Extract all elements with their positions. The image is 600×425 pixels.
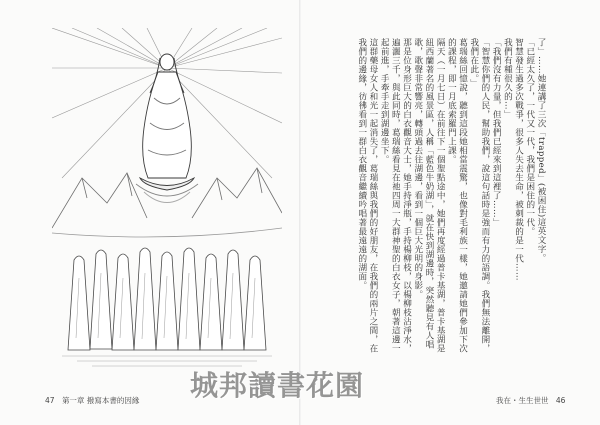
paragraph: 這群藥母女人和光一起消失了，葛瑞絲與我們的好朋友，在我們的兩片之間，在我們的邊緣，彷彿看到一群白衣觀音繼續吟唱著最遠遠的湖面。 bbox=[356, 38, 378, 353]
page-number-right: 46 bbox=[555, 396, 566, 405]
chapter-title: 撥寫本書的因緣 bbox=[86, 396, 140, 405]
book-title: 我在・生生世世 bbox=[496, 396, 549, 405]
right-page-footer bbox=[496, 395, 570, 406]
group-of-figures bbox=[68, 248, 266, 350]
paragraph: 了」……她連講了三次「trapped」(被困住)這英文字。 bbox=[536, 38, 546, 263]
page-number-left: 47 bbox=[45, 396, 55, 405]
watermark: 城邦讀書花園 bbox=[190, 369, 365, 402]
paragraph: 「我們沒有力量，但我們已經來到這裡了……」 bbox=[491, 38, 502, 227]
paragraph: 隔天（一月七日）在前往下一個聖點途中，她們再度經過普卡基湖，普卡基湖是紐西蘭著名的風景區，人稱「藍色牛奶湖」，就在快到湖邊時，突然聽見有人唱歌，歌聲非常響亮，轉頭過去往湖邊，看到一個巨大光明的身影。 bbox=[412, 38, 446, 353]
left-page-footer bbox=[40, 395, 139, 406]
body-text bbox=[318, 38, 546, 356]
paragraph: 「已經太久了，一代又一代，我們是困住的一代。 bbox=[524, 38, 535, 236]
kuan-yin-figure bbox=[136, 54, 198, 203]
paragraph: 我們有種很久的…」 bbox=[502, 38, 513, 119]
paragraph: 智慧發生過多次戰爭，很多人失去生命，被刺裁的是一代…… bbox=[513, 38, 524, 281]
book-gutter bbox=[299, 0, 301, 425]
paragraph: 葛瑞絲回憶說，聽到這段她相當震驚，也像對毛利族一樣，她邀請她們參加下次的課程，即一月底索羅門上課。 bbox=[446, 38, 468, 353]
paragraph: 那是位身形巨大的白衣觀音大士，她手持淨瓶，手持楊柳枝，以楊柳枝沾淨水，遍灑三千，與此同時，葛瑞絲看見在祂四周一大群神聖的白衣女子，朝著這邊一起前進，手牽手走到湖邊坐下。 bbox=[379, 38, 412, 353]
kuan-yin-illustration bbox=[52, 28, 282, 370]
paragraph: 「智慧你們的人民，幫助我們，說這句話時是強而有力的語調。我們無法離開，我們在此。」 bbox=[468, 38, 490, 353]
chapter-label: 第一章 bbox=[61, 396, 85, 405]
